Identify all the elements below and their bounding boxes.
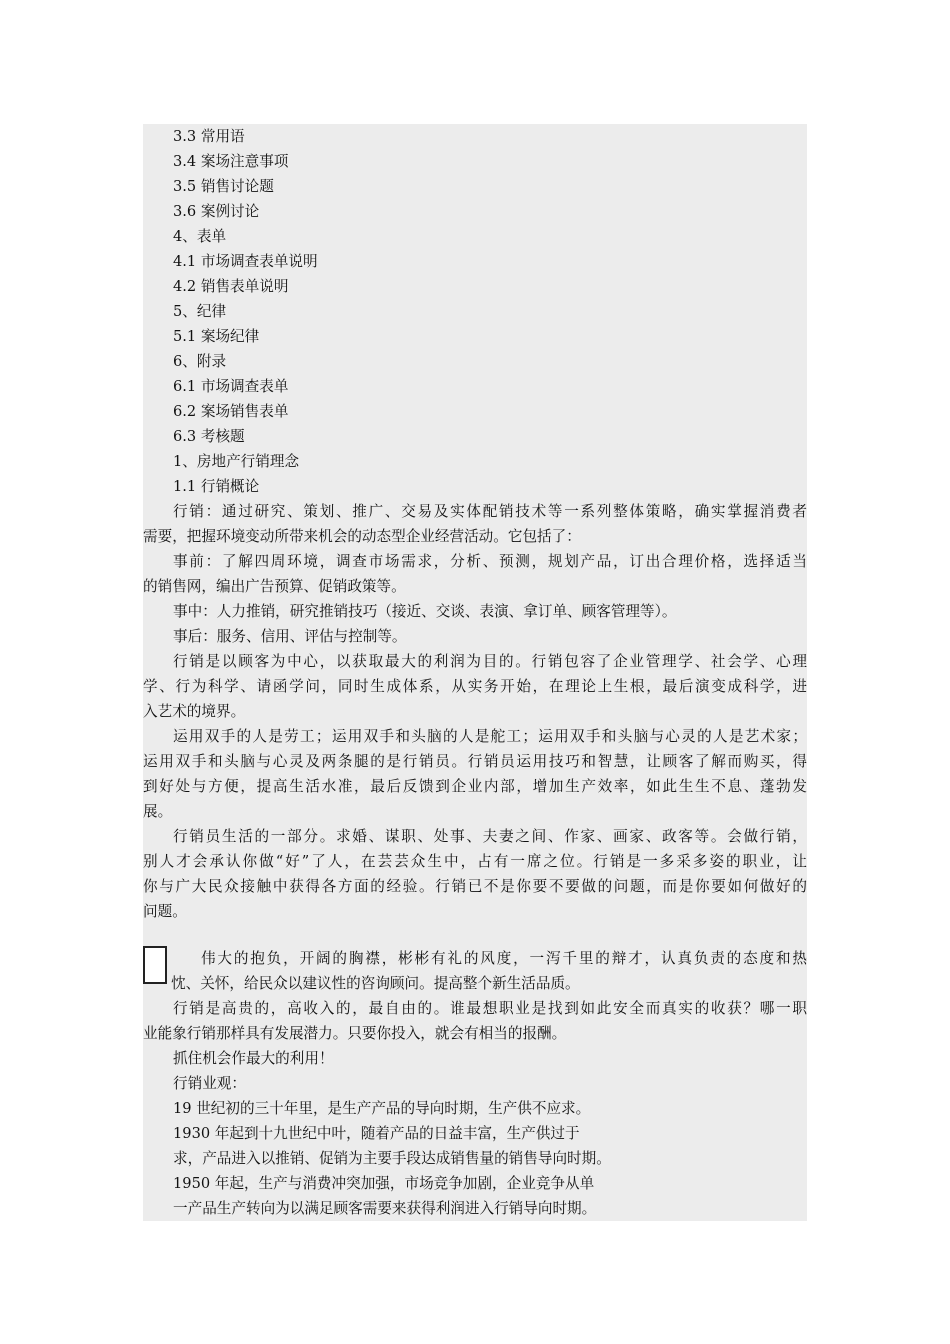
section-heading: 1、房地产行销理念: [173, 453, 300, 470]
paragraph-line: 事前：了解四周环境，调查市场需求，分析、预测，规划产品，订出合理价格，选择适当: [173, 553, 807, 570]
toc-item: 3.5 销售讨论题: [173, 178, 274, 195]
toc-item: 5.1 案场纪律: [173, 328, 260, 345]
document-page: [143, 124, 807, 1221]
toc-item: 5、纪律: [173, 303, 227, 320]
paragraph-line: 忱、关怀，给民众以建议性的咨询顾问。提高整个新生活品质。: [171, 975, 580, 992]
paragraph-line: 事后：服务、信用、评估与控制等。: [173, 628, 407, 645]
paragraph-line: 行销：通过研究、策划、推广、交易及实体配销技术等一系列整体策略，确实掌握消费者: [173, 503, 807, 520]
paragraph-line: 问题。: [143, 903, 187, 920]
toc-item: 6.2 案场销售表单: [173, 403, 289, 420]
paragraph-line: 一产品生产转向为以满足顾客需要来获得利润进入行销导向时期。: [173, 1200, 597, 1217]
paragraph-line: 你与广大民众接触中获得各方面的经验。行销已不是你要不要做的问题，而是你要如何做好的: [143, 878, 807, 895]
paragraph-line: 展。: [143, 803, 173, 820]
paragraph-line: 事中：人力推销，研究推销技巧（接近、交谈、表演、拿订单、顾客管理等）。: [173, 603, 677, 620]
paragraph-line: 求，产品进入以推销、促销为主要手段达成销售量的销售导向时期。: [173, 1150, 611, 1167]
paragraph-line: 行销业观：: [173, 1075, 246, 1092]
paragraph-line: 运用双手和头脑与心灵及两条腿的是行销员。行销员运用技巧和智慧，让顾客了解而购买，得: [143, 753, 807, 770]
paragraph-line: 行销是以顾客为中心，以获取最大的利润为目的。行销包容了企业管理学、社会学、心理: [173, 653, 807, 670]
paragraph-line: 运用双手的人是劳工；运用双手和头脑的人是舵工；运用双手和头脑与心灵的人是艺术家；: [173, 728, 807, 745]
paragraph-line: 抓住机会作最大的利用！: [173, 1050, 334, 1067]
toc-item: 4.1 市场调查表单说明: [173, 253, 318, 270]
paragraph-line: 的销售网，编出广告预算、促销政策等。: [143, 578, 406, 595]
toc-item: 6.1 市场调查表单: [173, 378, 289, 395]
toc-item: 4、表单: [173, 228, 227, 245]
toc-item: 3.6 案例讨论: [173, 203, 260, 220]
paragraph-line: 1950 年起，生产与消费冲突加强，市场竞争加剧，企业竞争从单: [173, 1175, 595, 1192]
toc-item: 4.2 销售表单说明: [173, 278, 289, 295]
toc-item: 6、附录: [173, 353, 227, 370]
paragraph-line: 业能象行销那样具有发展潜力。只要你投入，就会有相当的报酬。: [143, 1025, 567, 1042]
subsection-heading: 1.1 行销概论: [173, 478, 260, 495]
paragraph-line: 1930 年起到十九世纪中叶，随着产品的日益丰富，生产供过于: [173, 1125, 580, 1142]
paragraph-line: 需要，把握环境变动所带来机会的动态型企业经营活动。它包括了：: [143, 528, 581, 545]
paragraph-line: 伟大的抱负，开阔的胸襟，彬彬有礼的风度，一泻千里的辩才，认真负责的态度和热: [201, 950, 807, 967]
paragraph-line: 入艺术的境界。: [143, 703, 246, 720]
paragraph-line: 19 世纪初的三十年里，是生产产品的导向时期，生产供不应求。: [173, 1100, 591, 1117]
paragraph-line: 学、行为科学、请函学问，同时生成体系，从实务开始，在理论上生根，最后演变成科学，进: [143, 678, 807, 695]
toc-item: 6.3 考核题: [173, 428, 245, 445]
paragraph-line: 到好处与方便，提高生活水准，最后反馈到企业内部，增加生产效率，如此生生不息、蓬勃发: [143, 778, 807, 795]
paragraph-line: 别人才会承认你做“好”了人，在芸芸众生中，占有一席之位。行销是一多采多姿的职业，让: [143, 853, 807, 870]
toc-item: 3.3 常用语: [173, 128, 245, 145]
paragraph-line: 行销是高贵的，高收入的，最自由的。谁最想职业是找到如此安全而真实的收获？哪一职: [173, 1000, 807, 1017]
toc-item: 3.4 案场注意事项: [173, 153, 289, 170]
paragraph-line: 行销员生活的一部分。求婚、谋职、处事、夫妻之间、作家、画家、政客等。会做行销，: [173, 828, 807, 845]
